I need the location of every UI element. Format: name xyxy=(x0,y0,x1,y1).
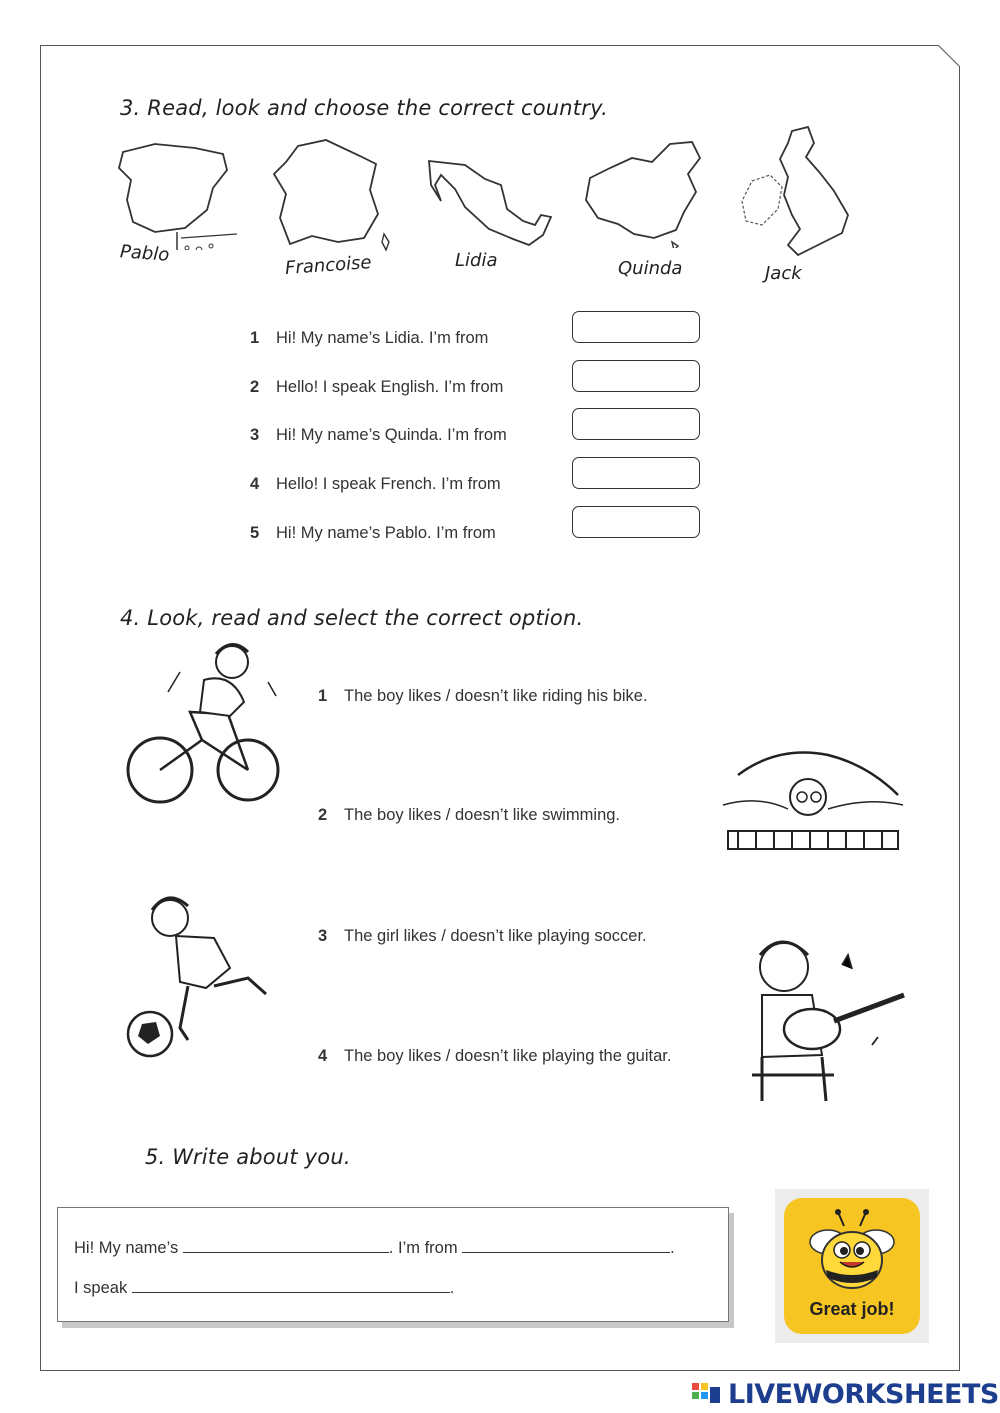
section3-title: 3. Read, look and choose the correct country. xyxy=(120,96,608,120)
map-label-lidia: Lidia xyxy=(455,250,498,271)
boy-playing-guitar-illustration xyxy=(722,925,912,1115)
section4-title: 4. Look, read and select the correct option. xyxy=(120,606,584,630)
option-question-1: 1 The boy likes / doesn’t like riding his bike. xyxy=(318,687,648,705)
country-question-3: 3 Hi! My name’s Quinda. I’m from xyxy=(250,426,507,444)
answer-box-5[interactable] xyxy=(572,506,700,538)
bee-icon xyxy=(804,1204,900,1294)
country-question-2: 2 Hello! I speak English. I’m from xyxy=(250,378,504,396)
boy-swimming-illustration xyxy=(718,735,908,855)
great-job-badge xyxy=(775,1189,929,1343)
liveworksheets-logo-icon xyxy=(690,1381,724,1407)
country-blank-input[interactable] xyxy=(462,1238,670,1253)
answer-box-2[interactable] xyxy=(572,360,700,392)
write-line-1: Hi! My name’s . I’m from . xyxy=(74,1239,675,1257)
girl-playing-soccer-illustration xyxy=(118,878,283,1063)
great-job-text: Great job! xyxy=(809,1299,895,1319)
answer-box-4[interactable] xyxy=(572,457,700,489)
write-about-you-box xyxy=(57,1207,729,1322)
france-map xyxy=(268,138,393,253)
country-question-1: 1 Hi! My name’s Lidia. I’m from xyxy=(250,329,489,347)
china-map xyxy=(580,138,710,248)
write-line-2: I speak . xyxy=(74,1279,455,1297)
option-question-2: 2 The boy likes / doesn’t like swimming. xyxy=(318,806,621,824)
name-blank-input[interactable] xyxy=(183,1238,389,1253)
language-blank-input[interactable] xyxy=(132,1278,450,1293)
answer-box-3[interactable] xyxy=(572,408,700,440)
spain-map xyxy=(115,140,240,250)
map-label-jack: Jack xyxy=(765,263,802,284)
liveworksheets-logo-text: LIVEWORKSHEETS xyxy=(728,1379,999,1410)
option-question-3: 3 The girl likes / doesn’t like playing soccer. xyxy=(318,927,647,945)
section5-title: 5. Write about you. xyxy=(145,1145,351,1169)
option-question-4: 4 The boy likes / doesn’t like playing the guitar. xyxy=(318,1047,672,1065)
mexico-map xyxy=(425,155,555,250)
answer-box-1[interactable] xyxy=(572,311,700,343)
map-label-pablo: Pablo xyxy=(119,241,171,266)
page-fold-corner xyxy=(938,45,960,67)
boy-riding-bike-illustration xyxy=(120,632,285,812)
map-label-quinda: Quinda xyxy=(618,258,683,279)
country-question-4: 4 Hello! I speak French. I’m from xyxy=(250,475,501,493)
map-label-francoise: Francoise xyxy=(284,252,373,279)
uk-map xyxy=(738,125,863,265)
country-question-5: 5 Hi! My name’s Pablo. I’m from xyxy=(250,524,496,542)
